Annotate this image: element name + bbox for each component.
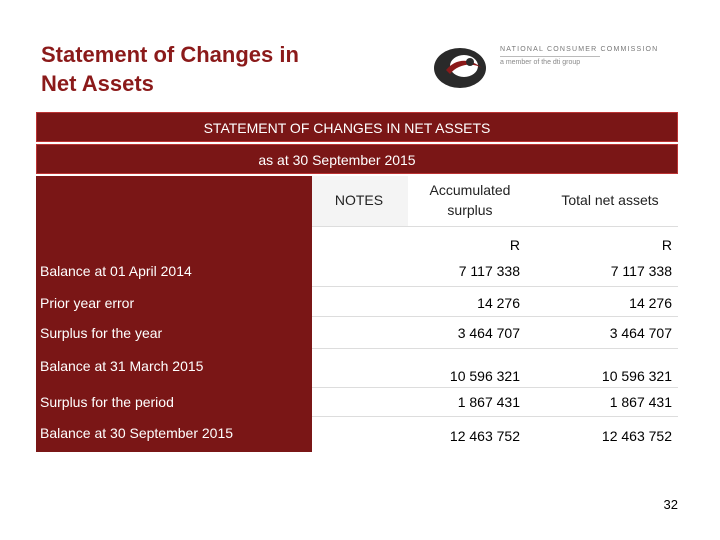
row-divider bbox=[312, 416, 678, 417]
row-total: 14 276 bbox=[629, 295, 672, 311]
ncc-logo bbox=[430, 40, 659, 92]
logo-line2: a member of the dti group bbox=[500, 59, 581, 66]
header-divider bbox=[312, 226, 678, 227]
row-accumulated: 3 464 707 bbox=[457, 325, 520, 341]
row-total: 7 117 338 bbox=[610, 263, 672, 279]
row-accumulated: 1 867 431 bbox=[457, 394, 520, 410]
row-total: 1 867 431 bbox=[609, 394, 672, 410]
row-label: Balance at 31 March 2015 bbox=[40, 358, 204, 374]
row-total: 10 596 321 bbox=[601, 368, 672, 384]
table-heading: STATEMENT OF CHANGES IN NET ASSETS bbox=[36, 112, 678, 142]
row-label: Balance at 30 September 2015 bbox=[40, 425, 234, 441]
slide-title-line2: Net Assets bbox=[41, 71, 154, 96]
row-label: Balance at 01 April 2014 bbox=[40, 263, 192, 279]
col-accumulated-header: Accumulated surplus bbox=[429, 182, 511, 218]
logo-divider bbox=[500, 56, 600, 57]
unit-accumulated: R bbox=[509, 237, 520, 253]
page-number: 32 bbox=[663, 497, 678, 512]
row-accumulated: 10 596 321 bbox=[449, 368, 520, 384]
slide-title-line1: Statement of Changes in bbox=[41, 42, 299, 67]
col-notes-header: NOTES bbox=[334, 192, 384, 208]
row-accumulated: 14 276 bbox=[477, 295, 520, 311]
table-subheading: as at 30 September 2015 bbox=[36, 144, 678, 174]
col-total-header: Total net assets bbox=[561, 192, 659, 208]
row-total: 3 464 707 bbox=[609, 325, 672, 341]
row-divider bbox=[312, 387, 678, 388]
slide-title bbox=[41, 40, 299, 98]
row-accumulated: 12 463 752 bbox=[449, 428, 520, 444]
row-total: 12 463 752 bbox=[601, 428, 672, 444]
row-divider bbox=[312, 316, 678, 317]
row-label: Prior year error bbox=[40, 295, 135, 311]
logo-line1: NATIONAL CONSUMER COMMISSION bbox=[500, 46, 659, 53]
row-labels-panel bbox=[36, 176, 312, 452]
row-divider bbox=[312, 286, 678, 287]
row-accumulated: 7 117 338 bbox=[458, 263, 520, 279]
unit-total: R bbox=[661, 237, 672, 253]
row-label: Surplus for the period bbox=[40, 394, 174, 410]
row-divider bbox=[312, 348, 678, 349]
row-label: Surplus for the year bbox=[40, 325, 163, 341]
logo-emblem-icon bbox=[430, 40, 500, 92]
